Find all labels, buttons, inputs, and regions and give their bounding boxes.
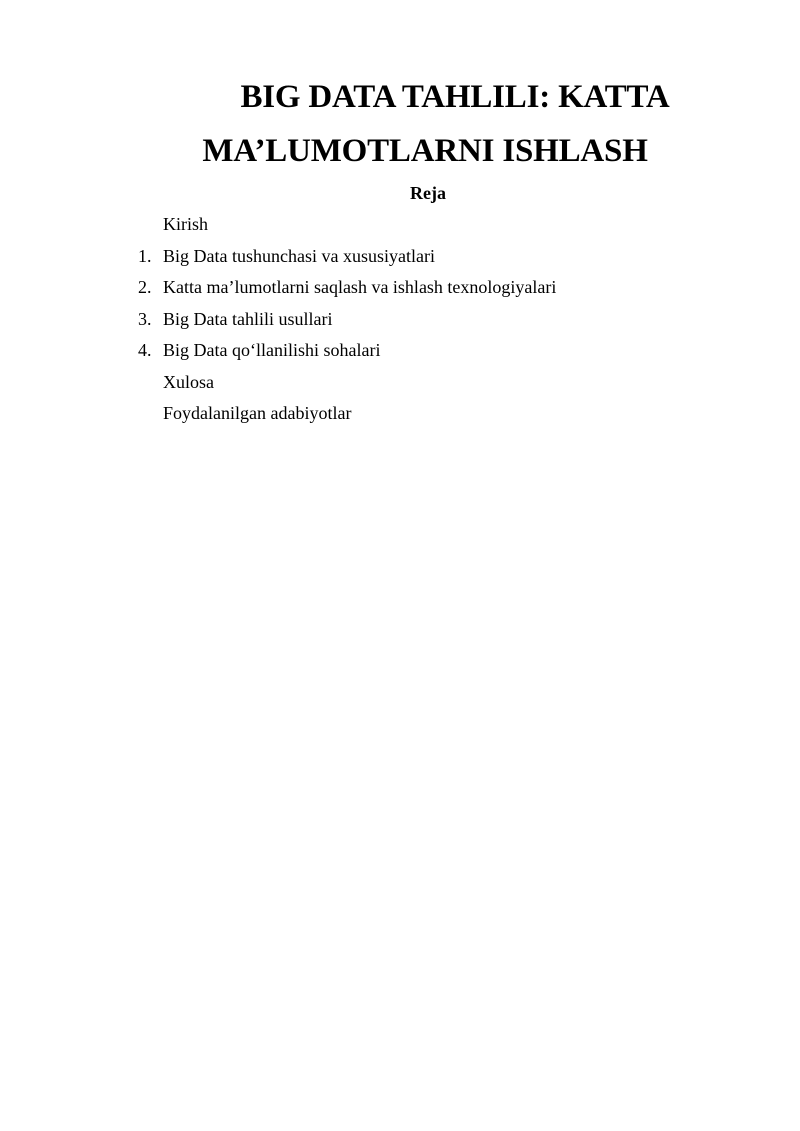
- toc-item-text: Foydalanilgan adabiyotlar: [163, 403, 352, 423]
- toc-item-text: Katta ma’lumotlarni saqlash va ishlash texnologiyalari: [163, 277, 557, 297]
- toc-item-number: 1.: [138, 245, 152, 266]
- toc-item: [0, 305, 800, 337]
- toc-item: [0, 368, 800, 400]
- plan-heading: Reja: [410, 183, 446, 203]
- toc-item: [0, 273, 800, 305]
- toc-item-number: 4.: [138, 340, 152, 360]
- toc-item-number: 2.: [138, 277, 152, 297]
- toc-item: [0, 210, 800, 242]
- toc-item-text: Big Data tushunchasi va xususiyatlari: [163, 245, 435, 266]
- document-title-line-2: MA’LUMOTLARNI ISHLASH: [202, 133, 648, 169]
- toc-item-text: Big Data tahlili usullari: [163, 308, 333, 329]
- toc-item-text: Kirish: [163, 214, 208, 234]
- toc-item: [0, 399, 800, 431]
- document-title-line-1: BIG DATA TAHLILI: KATTA: [240, 79, 670, 115]
- toc-item-number: 3.: [138, 308, 152, 329]
- table-of-contents: [0, 210, 800, 431]
- toc-item: [0, 242, 800, 274]
- toc-item-text: Xulosa: [163, 371, 214, 392]
- toc-item: [0, 336, 800, 368]
- toc-item-text: Big Data qo‘llanilishi sohalari: [163, 340, 381, 360]
